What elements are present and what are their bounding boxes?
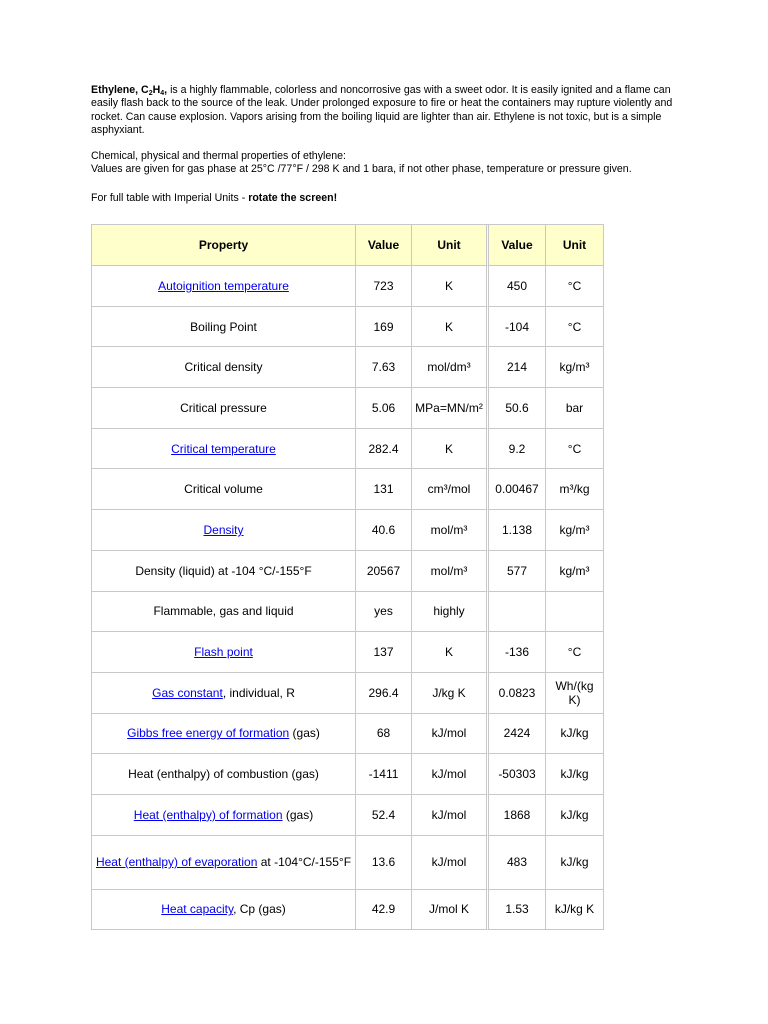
property-text: Density (liquid) at -104 °C/-155°F: [135, 563, 312, 578]
cell-value: -1411: [356, 754, 412, 795]
header-unit: Unit: [412, 225, 489, 266]
table-row: [92, 592, 604, 633]
property-link[interactable]: Flash point: [194, 645, 253, 660]
table-row: [92, 836, 604, 890]
cell-unit: kJ/mol: [412, 714, 489, 755]
cell-unit-2: kJ/kg: [546, 754, 604, 795]
cell-unit-2: kg/m³: [546, 347, 604, 388]
cell-unit-2: °C: [546, 632, 604, 673]
cell-unit: mol/m³: [412, 510, 489, 551]
cell-unit: K: [412, 632, 489, 673]
rotate-bold: rotate the screen!: [248, 191, 338, 204]
property-link[interactable]: Heat (enthalpy) of evaporation: [95, 855, 258, 870]
cell-unit-2: °C: [546, 307, 604, 348]
cell-value: 13.6: [356, 836, 412, 890]
cell-property: [92, 795, 356, 836]
rotate-note: [91, 192, 681, 205]
cell-value-2: 9.2: [489, 429, 546, 470]
document-body: [91, 84, 681, 205]
cell-unit-2: kg/m³: [546, 551, 604, 592]
intro-title: [91, 84, 167, 96]
header-unit-2: Unit: [546, 225, 604, 266]
cell-property: [92, 754, 356, 795]
properties-note: [91, 150, 681, 177]
cell-unit-2: °C: [546, 429, 604, 470]
intro-formula-h: H: [152, 84, 161, 96]
intro-paragraph: [91, 84, 681, 137]
cell-value: 137: [356, 632, 412, 673]
intro-name: Ethylene, C: [91, 84, 149, 96]
cell-value: 723: [356, 266, 412, 307]
cell-property: [92, 673, 356, 714]
cell-value-2: 0.00467: [489, 469, 546, 510]
cell-property: [92, 307, 356, 348]
cell-property: [92, 592, 356, 633]
cell-unit: highly: [412, 592, 489, 633]
property-link[interactable]: Density: [203, 522, 244, 537]
cell-value-2: [489, 592, 546, 633]
table-row: [92, 307, 604, 348]
property-link[interactable]: Heat (enthalpy) of formation: [133, 807, 283, 822]
cell-value-2: 214: [489, 347, 546, 388]
header-value-2: Value: [489, 225, 546, 266]
cell-unit-2: [546, 592, 604, 633]
property-text: (gas): [289, 726, 320, 741]
cell-unit-2: °C: [546, 266, 604, 307]
cell-property: [92, 510, 356, 551]
cell-value-2: 2424: [489, 714, 546, 755]
cell-unit-2: kg/m³: [546, 510, 604, 551]
cell-value-2: 0.0823: [489, 673, 546, 714]
cell-property: [92, 836, 356, 890]
cell-unit-2: kJ/kg: [546, 795, 604, 836]
cell-property: [92, 632, 356, 673]
cell-unit: J/kg K: [412, 673, 489, 714]
property-text: Critical pressure: [180, 400, 267, 415]
intro-separator: ,: [164, 84, 168, 96]
cell-unit: kJ/mol: [412, 836, 489, 890]
cell-property: [92, 890, 356, 931]
table-row: [92, 510, 604, 551]
table-row: [92, 266, 604, 307]
cell-unit: kJ/mol: [412, 795, 489, 836]
table-row: [92, 429, 604, 470]
property-text: , individual, R: [222, 685, 295, 700]
cell-value-2: 483: [489, 836, 546, 890]
cell-unit-2: kJ/kg: [546, 714, 604, 755]
cell-property: [92, 347, 356, 388]
table-row: [92, 673, 604, 714]
property-text: , Cp (gas): [233, 902, 286, 917]
cell-unit: K: [412, 307, 489, 348]
table-header-row: [92, 225, 604, 266]
cell-value-2: 1.138: [489, 510, 546, 551]
cell-unit: K: [412, 266, 489, 307]
property-link[interactable]: Autoignition temperature: [158, 278, 289, 293]
formula-subscript: 4: [160, 90, 165, 97]
cell-value: 42.9: [356, 890, 412, 931]
table-row: [92, 890, 604, 931]
cell-value: 296.4: [356, 673, 412, 714]
cell-unit-2: kJ/kg K: [546, 890, 604, 931]
table-row: [92, 714, 604, 755]
cell-value: 68: [356, 714, 412, 755]
cell-property: [92, 469, 356, 510]
table-row: [92, 754, 604, 795]
header-property: Property: [92, 225, 356, 266]
cell-property: [92, 266, 356, 307]
table-row: [92, 632, 604, 673]
cell-value-2: 1868: [489, 795, 546, 836]
cell-unit: mol/dm³: [412, 347, 489, 388]
cell-unit: mol/m³: [412, 551, 489, 592]
cell-value-2: -136: [489, 632, 546, 673]
property-text: at -104°C/-155°F: [257, 855, 352, 870]
property-text: Critical volume: [184, 482, 263, 497]
cell-property: [92, 714, 356, 755]
rotate-prefix: For full table with Imperial Units -: [91, 191, 249, 204]
properties-line-1: Chemical, physical and thermal properties of ethylene:: [91, 150, 346, 163]
table-row: [92, 795, 604, 836]
cell-value: 282.4: [356, 429, 412, 470]
cell-value: 40.6: [356, 510, 412, 551]
property-text: Boiling Point: [190, 319, 257, 334]
cell-property: [92, 388, 356, 429]
cell-value-2: -104: [489, 307, 546, 348]
cell-value-2: 50.6: [489, 388, 546, 429]
cell-unit: K: [412, 429, 489, 470]
cell-value-2: 1.53: [489, 890, 546, 931]
cell-unit: J/mol K: [412, 890, 489, 931]
property-text: (gas): [282, 807, 314, 822]
formula-subscript: 2: [148, 90, 153, 97]
cell-property: [92, 429, 356, 470]
cell-value-2: 450: [489, 266, 546, 307]
cell-value-2: -50303: [489, 754, 546, 795]
cell-value-2: 577: [489, 551, 546, 592]
table-row: [92, 551, 604, 592]
property-text: Flammable, gas and liquid: [153, 604, 294, 619]
property-link[interactable]: Heat capacity: [161, 902, 234, 917]
cell-value: 7.63: [356, 347, 412, 388]
property-link[interactable]: Gibbs free energy of formation: [127, 726, 290, 741]
property-text: Heat (enthalpy) of combustion (gas): [128, 767, 319, 782]
cell-unit: kJ/mol: [412, 754, 489, 795]
cell-value: 52.4: [356, 795, 412, 836]
property-link[interactable]: Critical temperature: [171, 441, 276, 456]
table-row: [92, 388, 604, 429]
cell-value: 131: [356, 469, 412, 510]
intro-text: is a highly flammable, colorless and noncorrosive gas with a sweet odor. It is easily ignited and a flame can easily flash back to the source of the leak. Under prolonged exposure to fire or heat the containers may rupture violently and rocket. Can cause explosion. Vapors arising from the boiling liquid are lighter than air. Ethylene is not toxic, but is a simple asphyxiant.: [91, 84, 673, 136]
cell-value: 169: [356, 307, 412, 348]
table-row: [92, 469, 604, 510]
table-body: [92, 266, 604, 930]
cell-property: [92, 551, 356, 592]
cell-unit-2: m³/kg: [546, 469, 604, 510]
properties-line-2: Values are given for gas phase at 25°C /77°F / 298 K and 1 bara, if not other phase, temperature or pressure given.: [91, 163, 632, 176]
cell-value: 20567: [356, 551, 412, 592]
cell-value: 5.06: [356, 388, 412, 429]
header-value: Value: [356, 225, 412, 266]
cell-value: yes: [356, 592, 412, 633]
cell-unit-2: bar: [546, 388, 604, 429]
cell-unit: cm³/mol: [412, 469, 489, 510]
cell-unit-2: Wh/(kg K): [546, 673, 604, 714]
table-row: [92, 347, 604, 388]
property-text: Critical density: [184, 360, 263, 375]
property-link[interactable]: Gas constant: [152, 685, 223, 700]
properties-table: [91, 224, 604, 930]
cell-unit-2: kJ/kg: [546, 836, 604, 890]
cell-unit: MPa=MN/m²: [412, 388, 489, 429]
